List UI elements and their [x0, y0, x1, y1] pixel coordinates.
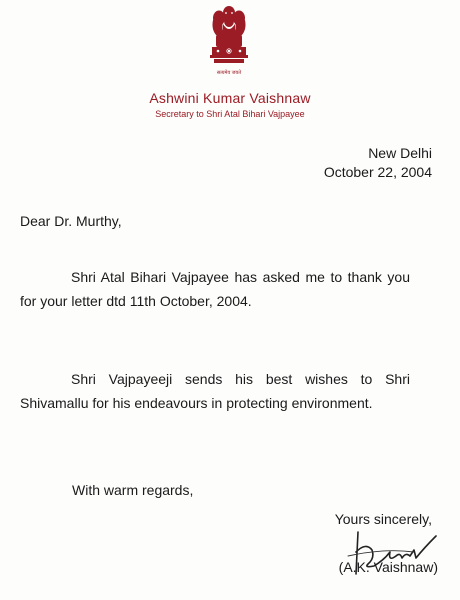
signer-name: (A.K. Vaishnaw) [338, 559, 438, 575]
regards-line: With warm regards, [72, 482, 194, 498]
letter-place: New Delhi [368, 145, 432, 161]
valediction: Yours sincerely, [334, 511, 432, 527]
letter-date: October 22, 2004 [323, 164, 432, 180]
body-paragraph-1: Shri Atal Bihari Vajpayee has asked me to thank you for your letter dtd 11th October, 2004. [20, 269, 410, 309]
national-emblem-icon [207, 4, 251, 80]
sender-title: Secretary to Shri Atal Bihari Vajpayee [155, 109, 305, 119]
body-paragraph-2: Shri Vajpayeeji sends his best wishes to Shri Shivamallu for his endeavours in protecting environment. [20, 371, 410, 411]
emblem-motto: सत्यमेव जयते [216, 70, 242, 76]
salutation: Dear Dr. Murthy, [20, 213, 122, 229]
sender-name: Ashwini Kumar Vaishnaw [149, 90, 311, 106]
